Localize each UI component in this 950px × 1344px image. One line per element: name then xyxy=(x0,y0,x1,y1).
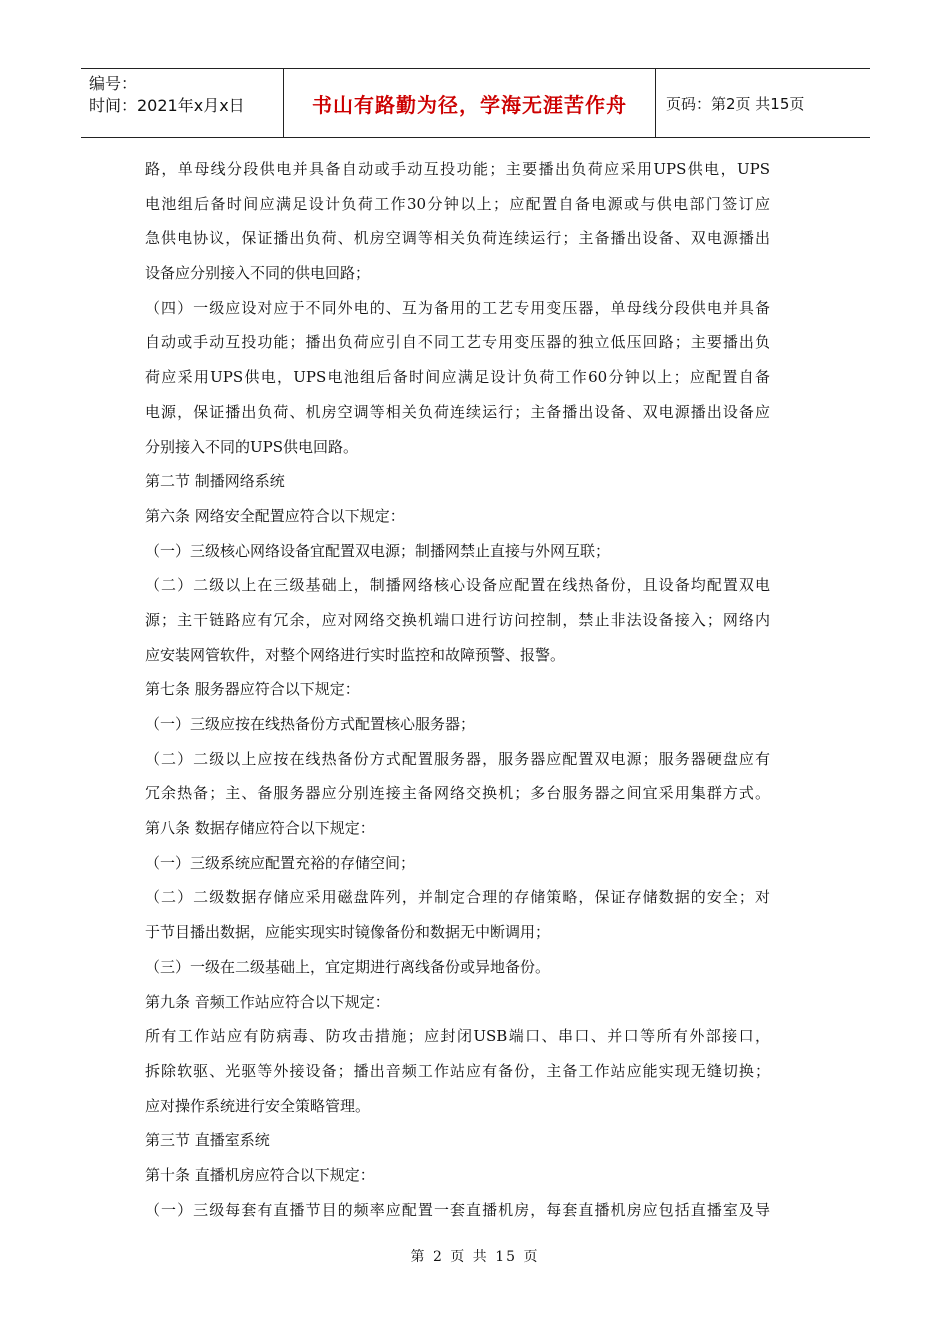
page-header xyxy=(81,68,870,138)
body-text xyxy=(145,152,770,1227)
text-line: （一）三级核心网络设备宜配置双电源；制播网禁止直接与外网互联； xyxy=(145,541,611,560)
text-line: 自动或手动互投功能；播出负荷应引自不同工艺专用变压器的独立低压回路；主要播出负 xyxy=(145,333,770,352)
text-line: 分别接入不同的UPS供电回路。 xyxy=(145,437,359,456)
doc-time-label: 时间：2021年x月x日 xyxy=(89,96,245,115)
text-line: 路，单母线分段供电并具备自动或手动互投功能；主要播出负荷应采用UPS供电，UPS xyxy=(145,160,770,178)
header-page-number: 页码：第2页 共15页 xyxy=(666,94,805,113)
text-line: 荷应采用UPS供电，UPS电池组后备时间应满足设计负荷工作60分钟以上；应配置自备 xyxy=(145,368,770,387)
text-line: 应对操作系统进行安全策略管理。 xyxy=(145,1096,371,1115)
text-line: 急供电协议，保证播出负荷、机房空调等相关负荷连续运行；主备播出设备、双电源播出 xyxy=(145,229,770,248)
text-line: 第三节 直播室系统 xyxy=(145,1131,270,1150)
text-line: 第八条 数据存储应符合以下规定： xyxy=(145,819,375,838)
text-line: （四）一级应设对应于不同外电的、互为备用的工艺专用变压器，单母线分段供电并具备 xyxy=(145,298,770,317)
page-footer: 第 2 页 共 15 页 xyxy=(410,1249,540,1265)
text-line: （二）二级数据存储应采用磁盘阵列，并制定合理的存储策略，保证存储数据的安全；对 xyxy=(145,888,770,907)
text-line: （二）二级以上应按在线热备份方式配置服务器，服务器应配置双电源；服务器硬盘应有 xyxy=(145,749,770,768)
text-line: 应安装网管软件，对整个网络进行实时监控和故障预警、报警。 xyxy=(145,645,566,664)
text-line: 第六条 网络安全配置应符合以下规定： xyxy=(145,506,405,525)
text-line: 第十条 直播机房应符合以下规定： xyxy=(145,1165,375,1184)
text-line: （三）一级在二级基础上，宜定期进行离线备份或异地备份。 xyxy=(145,957,551,976)
text-line: 电池组后备时间应满足设计负荷工作30分钟以上；应配置自备电源或与供电部门签订应 xyxy=(145,194,770,213)
text-line: 拆除软驱、光驱等外接设备；播出音频工作站应有备份，主备工作站应能实现无缝切换； xyxy=(145,1061,770,1080)
text-line: 设备应分别接入不同的供电回路； xyxy=(145,264,371,283)
text-line: 于节目播出数据，应能实现实时镜像备份和数据无中断调用； xyxy=(145,923,551,942)
text-line: 第二节 制播网络系统 xyxy=(145,472,285,491)
doc-number-label: 编号： xyxy=(89,74,138,93)
text-line: （一）三级系统应配置充裕的存储空间； xyxy=(145,853,416,872)
text-line: 源；主干链路应有冗余，应对网络交换机端口进行访问控制，禁止非法设备接入；网络内 xyxy=(145,610,770,629)
text-line: 电源，保证播出负荷、机房空调等相关负荷连续运行；主备播出设备、双电源播出设备应 xyxy=(145,402,770,421)
text-line: 所有工作站应有防病毒、防攻击措施；应封闭USB端口、串口、并口等所有外部接口， xyxy=(145,1027,770,1046)
header-meta xyxy=(81,69,283,137)
text-line: 第九条 音频工作站应符合以下规定： xyxy=(145,992,390,1011)
header-motto: 书山有路勤为径，学海无涯苦作舟 xyxy=(283,69,656,137)
text-line: （一）三级每套有直播节目的频率应配置一套直播机房，每套直播机房应包括直播室及导 xyxy=(145,1200,770,1219)
text-line: 冗余热备；主、备服务器应分别连接主备网络交换机；多台服务器之间宜采用集群方式。 xyxy=(145,784,770,803)
text-line: （二）二级以上在三级基础上，制播网络核心设备应配置在线热备份，且设备均配置双电 xyxy=(145,576,770,595)
text-line: 第七条 服务器应符合以下规定： xyxy=(145,680,360,699)
text-line: （一）三级应按在线热备份方式配置核心服务器； xyxy=(145,715,476,733)
